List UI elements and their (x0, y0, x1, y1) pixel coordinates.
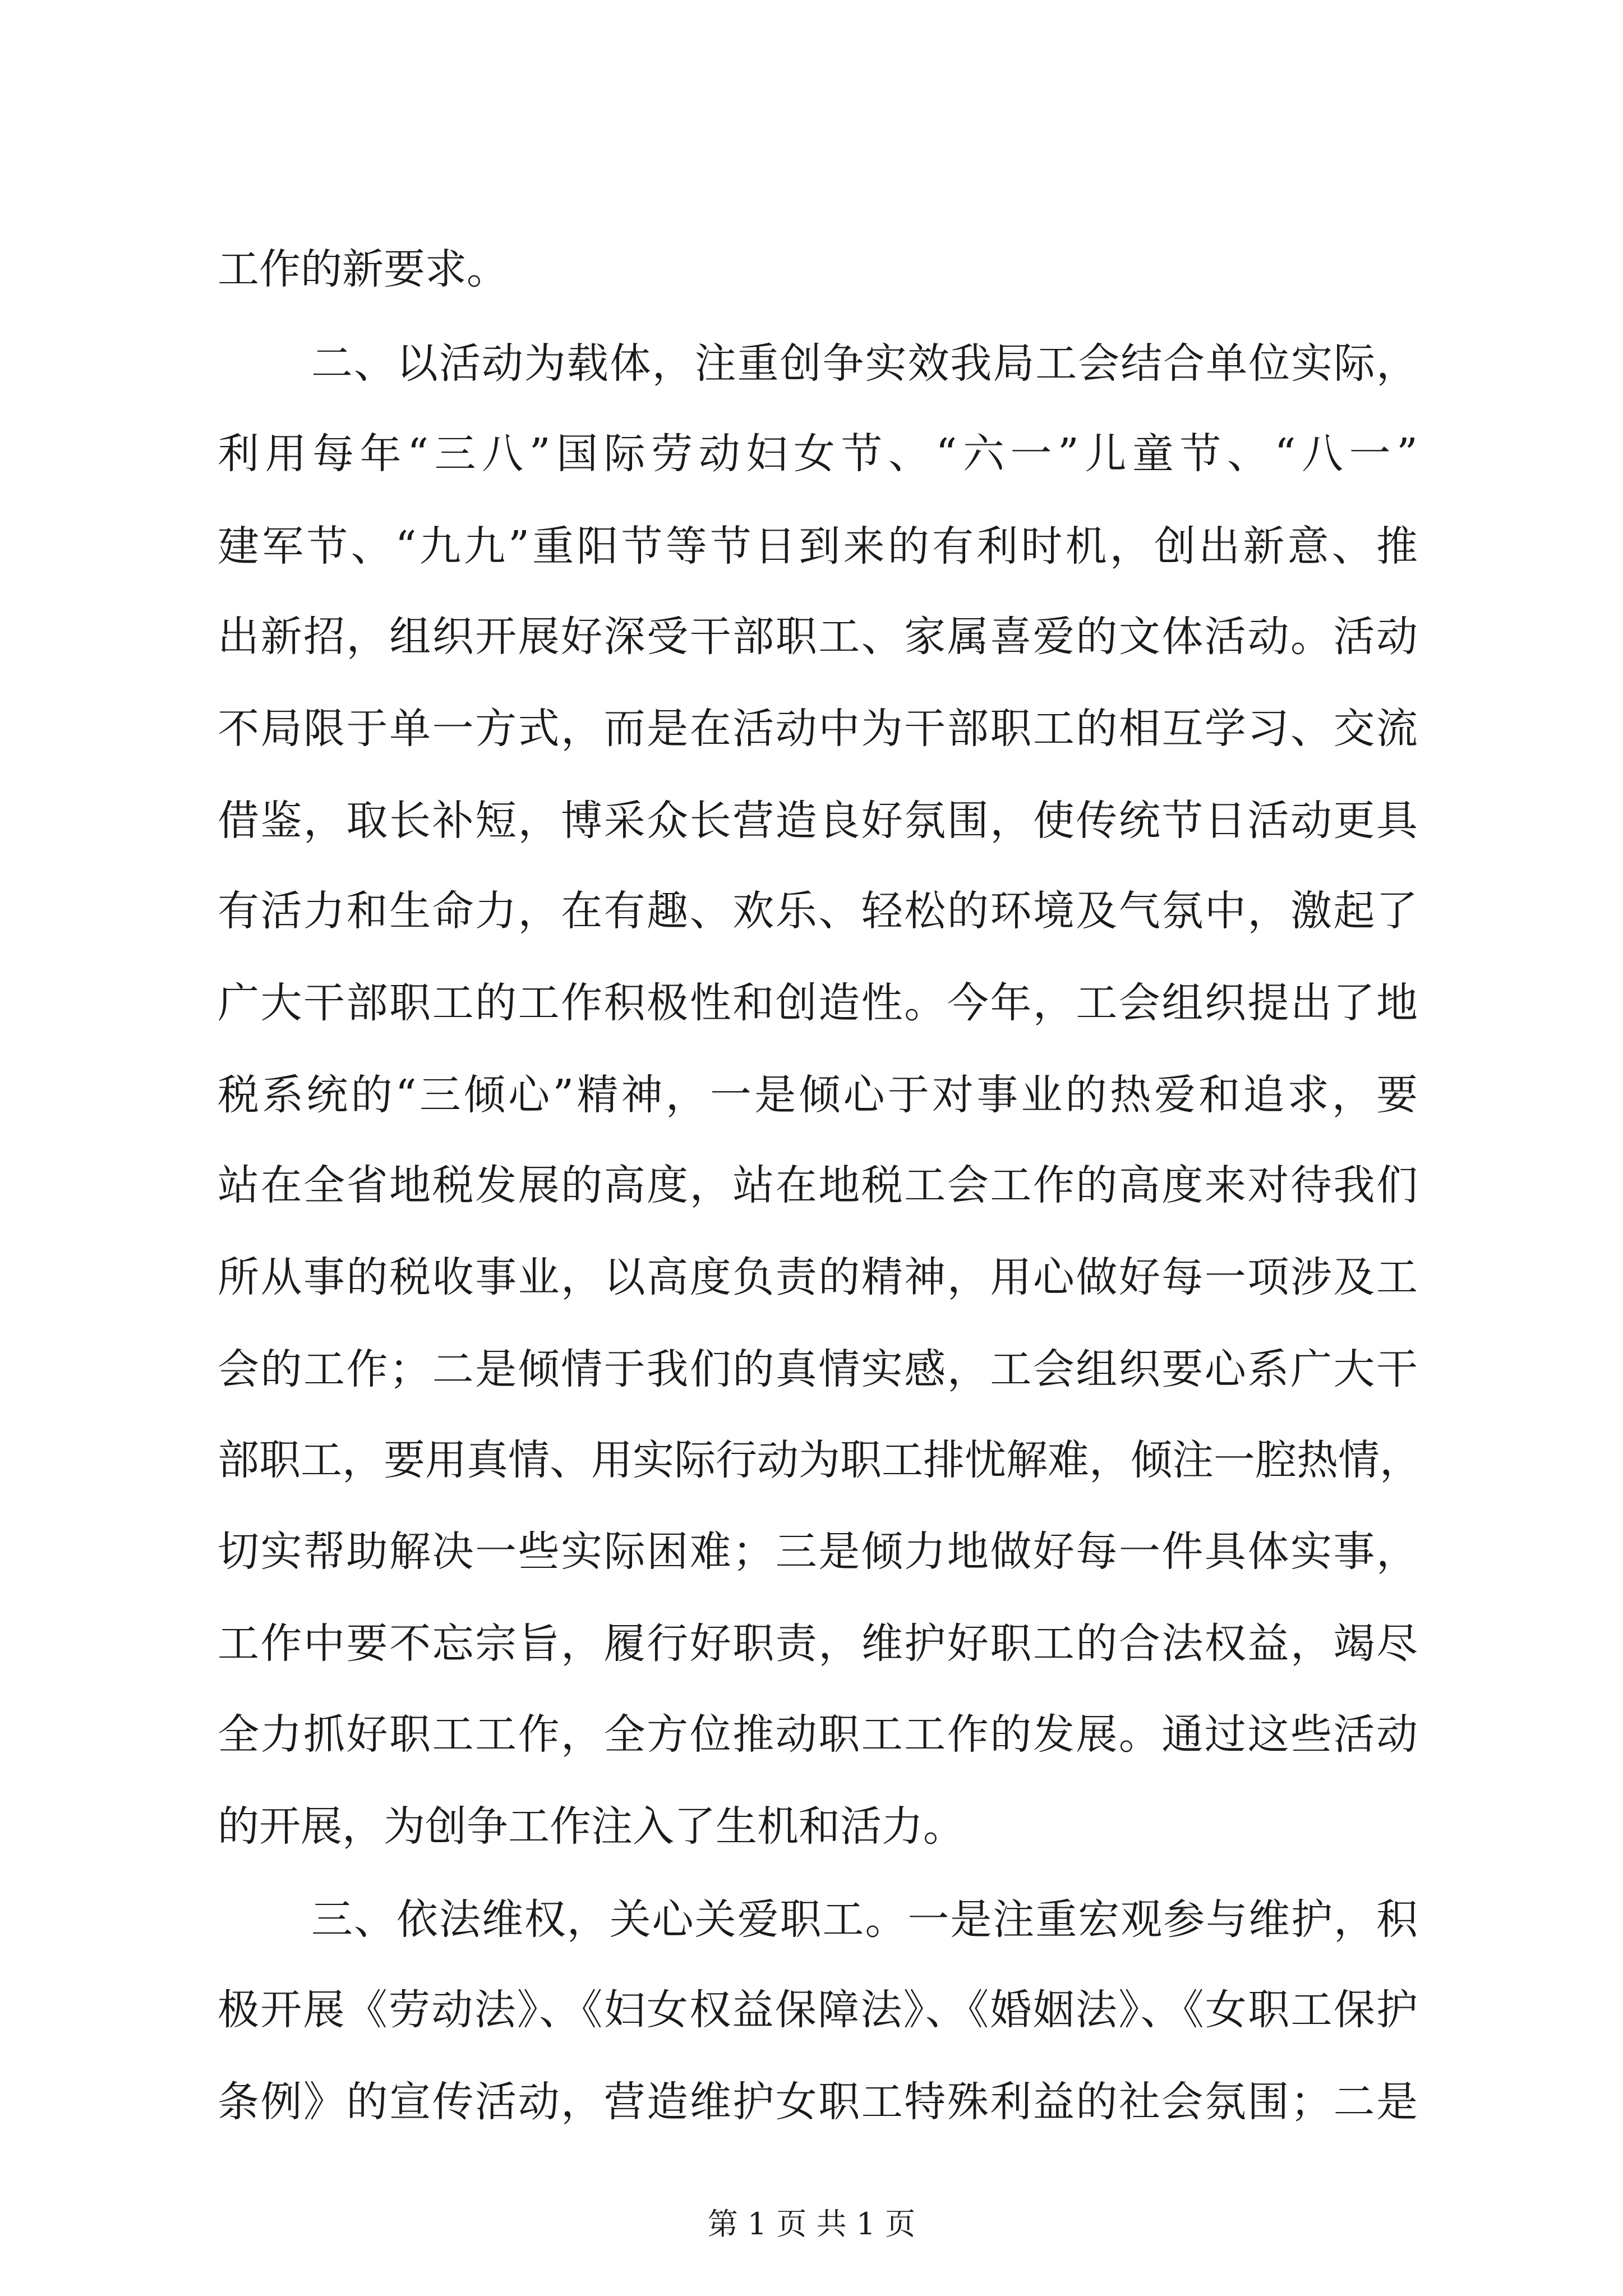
text-line: 建军节、“九九”重阳节等节日到来的有利时机，创出新意、推 (218, 522, 1418, 570)
text-line: 广大干部职工的工作积极性和创造性。今年，工会组织提出了地 (218, 979, 1418, 1027)
text-line: 所从事的税收事业，以高度负责的精神，用心做好每一项涉及工 (218, 1253, 1418, 1301)
text-line: 税系统的“三倾心”精神，一是倾心于对事业的热爱和追求，要 (218, 1071, 1418, 1119)
text-line: 出新招，组织开展好深受干部职工、家属喜爱的文体活动。活动 (218, 613, 1418, 661)
text-line: 工作中要不忘宗旨，履行好职责，维护好职工的合法权益，竭尽 (218, 1619, 1418, 1668)
text-line: 切实帮助解决一些实际困难；三是倾力地做好每一件具体实事， (218, 1527, 1418, 1576)
text-line: 条例》的宣传活动，营造维护女职工特殊利益的社会氛围；二是 (218, 2078, 1418, 2126)
text-line: 借鉴，取长补短，博采众长营造良好氛围，使传统节日活动更具 (218, 797, 1418, 845)
text-line: 全力抓好职工工作，全方位推动职工工作的发展。通过这些活动 (218, 1710, 1418, 1759)
text-line: 站在全省地税发展的高度，站在地税工会工作的高度来对待我们 (218, 1161, 1418, 1209)
text-line: 利用每年“三八”国际劳动妇女节、“六一”儿童节、“八一” (218, 430, 1418, 478)
text-line: 有活力和生命力，在有趣、欢乐、轻松的环境及气氛中，激起了 (218, 887, 1418, 935)
text-line: 极开展《劳动法》、《妇女权益保障法》、《婚姻法》、《女职工保护 (218, 1986, 1418, 2034)
text-line: 二、以活动为载体，注重创争实效我局工会结合单位实际， (311, 339, 1418, 388)
text-line: 的开展，为创争工作注入了生机和活力。 (218, 1802, 965, 1851)
text-line: 部职工，要用真情、用实际行动为职工排忧解难，倾注一腔热情， (218, 1436, 1421, 1484)
text-line: 会的工作；二是倾情于我们的真情实感，工会组织要心系广大干 (218, 1345, 1418, 1393)
text-line: 工作的新要求。 (218, 245, 508, 293)
text-line: 三、依法维权，关心关爱职工。一是注重宏观参与维护，积 (311, 1895, 1418, 1944)
text-line: 不局限于单一方式，而是在活动中为干部职工的相互学习、交流 (218, 705, 1418, 753)
page-number-footer: 第 1 页 共 1 页 (707, 2206, 916, 2242)
